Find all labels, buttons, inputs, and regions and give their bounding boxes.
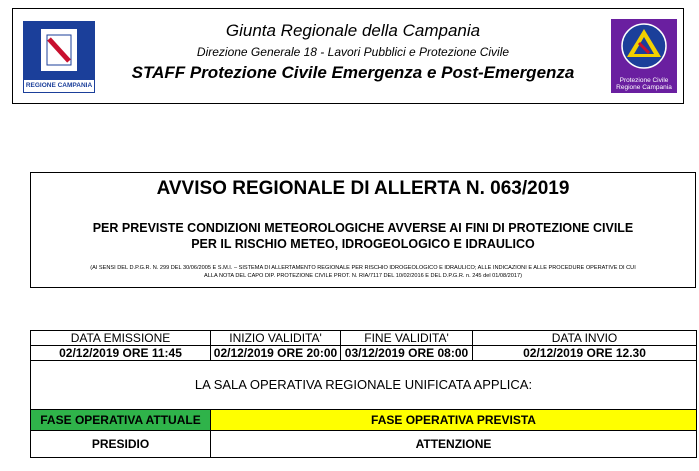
protezione-civile-caption-line1: Protezione Civile — [619, 77, 669, 84]
fase-prevista-value: ATTENZIONE — [211, 431, 697, 458]
regione-campania-logo — [23, 21, 95, 93]
avviso-note-2: ALLA NOTA DEL CAPO DIP. PROTEZIONE CIVILE PROT. N. RIA/7117 DEL 10/02/2016 E DEL D.P.G.R. n. 245 del 01/08/2017) — [204, 273, 522, 279]
value-fine-validita: 03/12/2019 ORE 08:00 — [341, 346, 473, 361]
staff-title: STAFF Protezione Civile Emergenza e Post-Emergenza — [131, 63, 575, 82]
header-inizio-validita: INIZIO VALIDITA' — [211, 331, 341, 346]
allerta-table — [30, 330, 697, 458]
header-data-invio: DATA INVIO — [473, 331, 697, 346]
regione-campania-label: REGIONE CAMPANIA — [23, 79, 95, 93]
avviso-note-1: (AI SENSI DEL D.P.G.R. N. 299 DEL 30/06/2005 E S.M.I. – SISTEMA DI ALLERTAMENTO REGIONALE PER RISCHIO IDROGEOLOGICO E IDRAULICO; ALLE INDICAZIONI E ALLE PROCEDURE OPERATIVE DI CUI — [90, 265, 636, 271]
fase-attuale-value: PRESIDIO — [31, 431, 211, 458]
value-data-emissione: 02/12/2019 ORE 11:45 — [31, 346, 211, 361]
avviso-subtitle-2: PER IL RISCHIO METEO, IDROGEOLOGICO E IDRAULICO — [191, 237, 535, 251]
direzione-subtitle: Direzione Generale 18 - Lavori Pubblici e Protezione Civile — [196, 45, 510, 59]
fase-prevista-label: FASE OPERATIVA PREVISTA — [211, 410, 697, 431]
table-header-row — [31, 331, 697, 346]
header-data-emissione: DATA EMISSIONE — [31, 331, 211, 346]
sala-operativa-applica: LA SALA OPERATIVA REGIONALE UNIFICATA APPLICA: — [31, 361, 697, 410]
regione-campania-emblem — [23, 21, 95, 79]
fase-attuale-label: FASE OPERATIVA ATTUALE — [31, 410, 211, 431]
avviso-subtitle-1: PER PREVISTE CONDIZIONI METEOROLOGICHE AVVERSE AI FINI DI PROTEZIONE CIVILE — [92, 221, 634, 235]
protezione-civile-logo — [611, 19, 677, 93]
protezione-civile-caption — [611, 77, 677, 91]
applica-row — [31, 361, 697, 410]
value-inizio-validita: 02/12/2019 ORE 20:00 — [211, 346, 341, 361]
table-values-row — [31, 346, 697, 361]
fase-values-row — [31, 431, 697, 458]
header-fine-validita: FINE VALIDITA' — [341, 331, 473, 346]
giunta-title: Giunta Regionale della Campania — [225, 21, 481, 40]
avviso-title: AVVISO REGIONALE DI ALLERTA N. 063/2019 — [156, 178, 570, 199]
value-data-invio: 02/12/2019 ORE 12.30 — [473, 346, 697, 361]
avviso-box — [30, 172, 696, 288]
fase-labels-row — [31, 410, 697, 431]
protezione-civile-caption-line2: Regione Campania — [616, 84, 672, 91]
document-header — [12, 8, 684, 104]
protezione-civile-emblem — [611, 19, 677, 73]
